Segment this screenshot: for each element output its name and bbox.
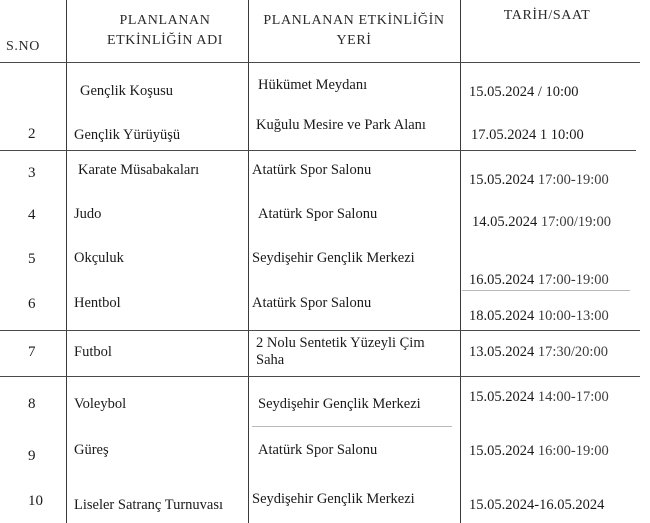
row-3-date: 15.05.2024 (469, 172, 535, 188)
row-divider-header (0, 62, 640, 63)
row-7-date: 13.05.2024 (469, 344, 535, 360)
row-8-place: Seydişehir Gençlik Merkezi (258, 396, 421, 412)
row-10-date: 15.05.2024-16.05.2024 (469, 497, 605, 513)
col-divider-2 (248, 0, 249, 523)
row-9-no: 9 (28, 448, 36, 464)
col-divider-1 (66, 0, 67, 523)
row-4-name: Judo (74, 206, 102, 222)
row-divider-faint-2 (252, 426, 452, 427)
row-2-datetime (471, 127, 584, 144)
row-5-name: Okçuluk (74, 250, 124, 266)
row-8-date: 15.05.2024 (469, 389, 535, 405)
row-10-no: 10 (28, 493, 43, 509)
row-8-time: 14:00-17:00 (537, 389, 609, 405)
row-7-datetime (469, 344, 608, 361)
row-divider-7 (0, 376, 640, 377)
row-divider-faint-1 (462, 290, 630, 291)
row-3-place: Atatürk Spor Salonu (252, 162, 372, 178)
row-8-no: 8 (28, 396, 36, 412)
row-7-time: 17:30/20:00 (537, 344, 608, 360)
row-7-place-line2: Saha (256, 352, 285, 368)
row-2-date: 17.05.2024 1 10:00 (471, 127, 584, 143)
row-6-no: 6 (28, 296, 36, 312)
row-1-datetime (469, 84, 579, 101)
row-3-datetime (469, 172, 609, 189)
row-4-time: 17:00/19:00 (540, 214, 611, 230)
header-event-place-line1: PLANLANAN ETKİNLİĞİN (263, 13, 445, 28)
row-3-no: 3 (28, 165, 36, 181)
row-1-place: Hükümet Meydanı (258, 77, 368, 93)
row-2-name: Gençlik Yürüyüşü (74, 127, 181, 143)
row-4-place: Atatürk Spor Salonu (258, 206, 378, 222)
row-10-place: Seydişehir Gençlik Merkezi (252, 491, 415, 507)
row-9-datetime (469, 443, 609, 460)
header-event-name-line1: PLANLANAN (119, 13, 211, 28)
col-divider-3 (460, 0, 461, 523)
header-event-place-line2: YERİ (336, 33, 372, 48)
row-5-time: 17:00-19:00 (537, 272, 609, 288)
row-6-date: 18.05.2024 (469, 308, 535, 324)
row-1-date: 15.05.2024 / 10:00 (469, 84, 579, 100)
header-sno: S.NO (6, 39, 40, 54)
row-9-time: 16:00-19:00 (537, 443, 609, 459)
row-divider-6 (0, 330, 640, 331)
row-3-time: 17:00-19:00 (537, 172, 609, 188)
row-7-place-line1: 2 Nolu Sentetik Yüzeyli Çim (256, 335, 425, 351)
row-9-name: Güreş (74, 442, 109, 458)
row-6-datetime (469, 308, 609, 325)
row-7-no: 7 (28, 344, 36, 360)
row-4-no: 4 (28, 207, 36, 223)
row-10-name: Liseler Satranç Turnuvası (74, 497, 224, 513)
row-10-datetime (469, 497, 604, 514)
row-5-datetime (469, 272, 609, 289)
row-1-name: Gençlik Koşusu (80, 83, 174, 99)
row-8-datetime (469, 389, 609, 406)
row-6-name: Hentbol (74, 295, 121, 311)
row-9-place: Atatürk Spor Salonu (258, 442, 378, 458)
header-event-name-line2: ETKİNLİĞİN ADI (106, 33, 224, 48)
header-datetime: TARİH/SAAT (503, 8, 591, 23)
row-2-place: Kuğulu Mesire ve Park Alanı (256, 117, 426, 133)
row-8-name: Voleybol (74, 396, 127, 412)
row-2-no: 2 (28, 126, 36, 142)
row-5-place: Seydişehir Gençlik Merkezi (252, 250, 415, 266)
row-divider-2 (0, 150, 636, 151)
row-9-date: 15.05.2024 (469, 443, 535, 459)
row-6-place: Atatürk Spor Salonu (252, 295, 372, 311)
row-5-date: 16.05.2024 (469, 272, 535, 288)
row-6-time: 10:00-13:00 (537, 308, 609, 324)
row-4-date: 14.05.2024 (472, 214, 538, 230)
row-3-name: Karate Müsabakaları (78, 162, 200, 178)
row-5-no: 5 (28, 251, 36, 267)
row-7-name: Futbol (74, 344, 112, 360)
row-4-datetime (472, 214, 611, 231)
